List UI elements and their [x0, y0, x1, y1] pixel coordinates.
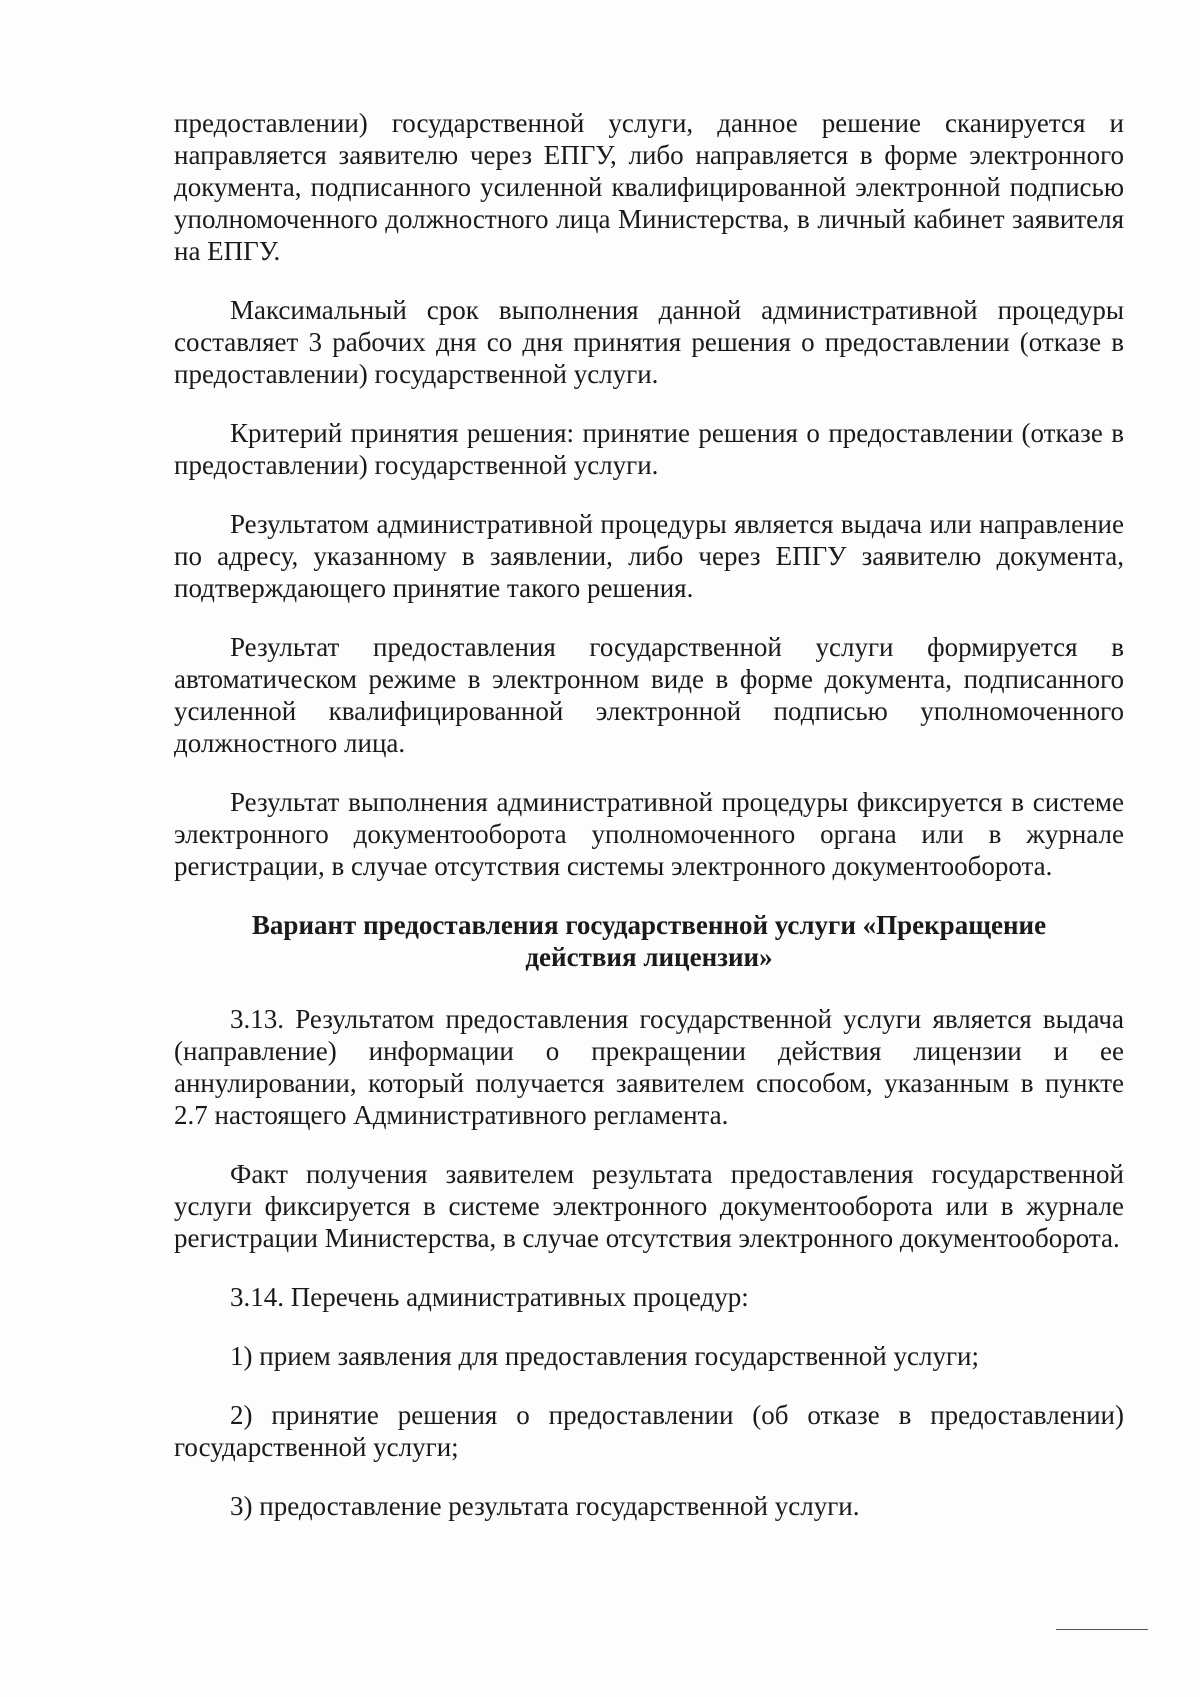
paragraph-service-result-format: Результат предоставления государственной услуги формируется в автоматическом режиме в электронном виде в форме документа, подписанного усиленной квалифицированной электронной подписью уполномоченного должностного лица. — [174, 632, 1124, 758]
paragraph-procedure-result: Результатом административной процедуры является выдача или направление по адресу, указанному в заявлении, либо через ЕПГУ заявителю документа, подтверждающего принятие такого решения. — [174, 509, 1124, 603]
procedure-item-1: 1) прием заявления для предоставления государственной услуги; — [230, 1341, 979, 1371]
paragraph-3-14: 3.14. Перечень административных процедур: — [230, 1282, 749, 1312]
procedure-item-2: 2) принятие решения о предоставлении (об отказе в предоставлении) государственной услуги; — [174, 1400, 1124, 1462]
scan-edge-mark — [1056, 1629, 1148, 1631]
paragraph-receipt-fact: Факт получения заявителем результата предоставления государственной услуги фиксируется в системе электронного документооборота или в журнале регистрации Министерства, в случае отсутствия электронного документооборота. — [174, 1159, 1124, 1253]
section-heading-line-1: Вариант предоставления государственной услуги «Прекращение — [251, 910, 1047, 940]
paragraph-max-term: Максимальный срок выполнения данной административной процедуры составляет 3 рабочих дня со дня принятия решения о предоставлении (отказе в предоставлении) государственной услуги. — [174, 295, 1124, 389]
paragraph-decision-delivery: предоставлении) государственной услуги, данное решение сканируется и направляется заявителю через ЕПГУ, либо направляется в форме электронного документа, подписанного усиленной квалифицированной электронной подписью уполномоченного должностного лица Министерства, в личный кабинет заявителя на ЕПГУ. — [174, 108, 1124, 266]
paragraph-result-registration: Результат выполнения административной процедуры фиксируется в системе электронного документооборота уполномоченного органа или в журнале регистрации, в случае отсутствия системы электронного документооборота. — [174, 787, 1124, 881]
document-body — [174, 107, 1124, 1549]
section-heading-line-2: действия лицензии» — [525, 942, 773, 972]
procedure-item-3: 3) предоставление результата государственной услуги. — [230, 1491, 860, 1521]
paragraph-3-13: 3.13. Результатом предоставления государственной услуги является выдача (направление) информации о прекращении действия лицензии и ее аннулировании, который получается заявителем способом, указанным в пункте 2.7 настоящего Административного регламента. — [174, 1004, 1124, 1130]
paragraph-decision-criterion: Критерий принятия решения: принятие решения о предоставлении (отказе в предоставлении) государственной услуги. — [174, 418, 1124, 480]
section-heading — [174, 909, 1124, 973]
